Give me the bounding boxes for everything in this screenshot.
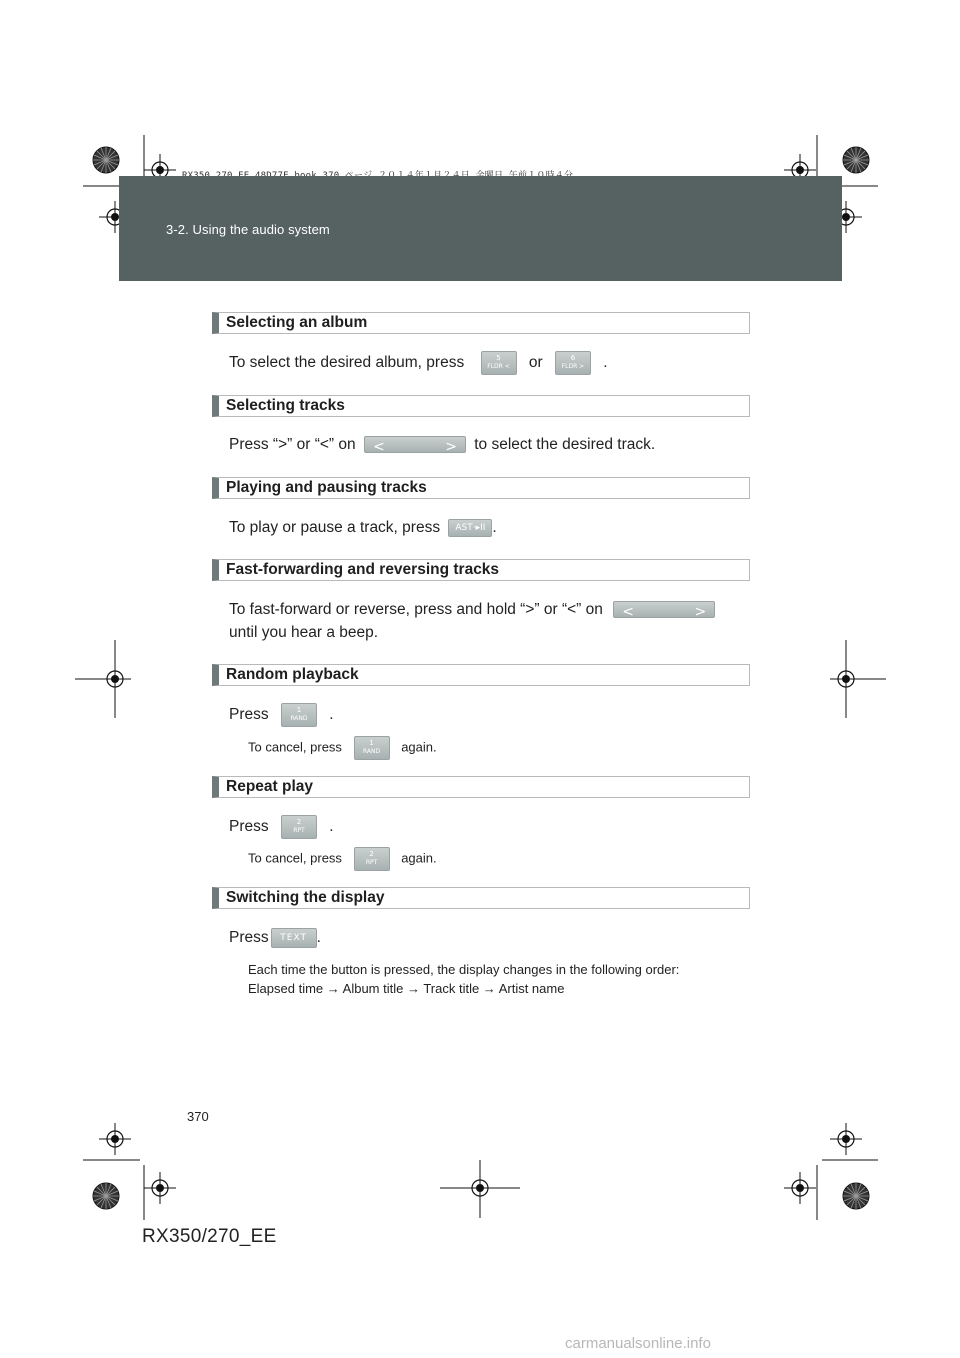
button-number: 1 [296, 706, 302, 714]
button-label: FLDR < [487, 363, 510, 370]
body-selecting-album [229, 351, 608, 375]
body-selecting-tracks [229, 433, 655, 457]
text: To play or pause a track, press [229, 519, 441, 536]
watermark: carmanualsonline.info [565, 1335, 711, 1352]
button-label: RPT [365, 859, 378, 866]
heading-repeat: Repeat play [212, 776, 750, 798]
button-number: 2 [369, 850, 374, 858]
section-title: 3-2. Using the audio system [166, 222, 330, 237]
button-label: RAND [290, 715, 308, 722]
text-or: or [528, 354, 543, 372]
text: Press [229, 929, 269, 946]
text-period: . [316, 929, 321, 946]
text: To cancel, press [248, 739, 342, 755]
button-label: RPT [293, 827, 305, 834]
text-period: . [329, 818, 334, 836]
text-period: . [603, 354, 608, 372]
note-display-order-line2: Elapsed time → Album title → Track title → Artist name [248, 981, 565, 996]
rand-button [281, 703, 317, 727]
body-fast-forward [229, 598, 715, 622]
body-play-pause [229, 516, 497, 540]
note-random [248, 736, 437, 760]
text-button: TEXT [271, 928, 317, 948]
button-number: 5 [496, 354, 501, 362]
button-label: RAND [362, 748, 381, 755]
left-arrow-icon: < [622, 604, 634, 621]
section-header-band [119, 176, 842, 281]
heading-random: Random playback [212, 664, 750, 686]
ast-play-pause-button: AST·▸II [448, 519, 492, 537]
heading-play-pause: Playing and pausing tracks [212, 477, 750, 499]
note-repeat [248, 847, 437, 871]
right-arrow-icon: > [694, 604, 707, 621]
text: Press [229, 818, 269, 836]
rpt-button [281, 815, 317, 839]
text: Press “>” or “<” on [229, 436, 356, 453]
heading-selecting-tracks: Selecting tracks [212, 395, 750, 417]
folder-down-button [481, 351, 517, 375]
text: again. [401, 739, 437, 755]
folder-up-button [555, 351, 591, 375]
body-repeat [229, 815, 334, 839]
text: To fast-forward or reverse, press and hold “>” or “<” on [229, 601, 603, 618]
text-period: . [492, 519, 497, 536]
rand-button [354, 736, 390, 760]
text: to select the desired track. [474, 436, 656, 453]
heading-fast-forward: Fast-forwarding and reversing tracks [212, 559, 750, 581]
body-random [229, 703, 334, 727]
text: Press [229, 706, 269, 724]
page-number: 370 [187, 1109, 209, 1124]
text: To select the desired album, press [229, 354, 465, 372]
rpt-button [354, 847, 390, 871]
body-switch-display [229, 926, 321, 950]
button-number: 2 [296, 818, 302, 826]
body-fast-forward-line2: until you hear a beep. [229, 624, 379, 641]
button-number: 6 [570, 354, 576, 362]
button-number: 1 [369, 739, 374, 747]
button-label: FLDR > [561, 363, 585, 370]
text-period: . [329, 706, 334, 724]
model-code: RX350/270_EE [142, 1226, 277, 1247]
note-display-order-line1: Each time the button is pressed, the display changes in the following order: [248, 962, 680, 977]
text: To cancel, press [248, 850, 342, 866]
seek-button [613, 601, 715, 621]
heading-switch-display: Switching the display [212, 887, 750, 909]
left-arrow-icon: < [372, 439, 385, 456]
seek-button [364, 436, 466, 456]
heading-selecting-album: Selecting an album [212, 312, 750, 334]
text: again. [401, 850, 437, 866]
right-arrow-icon: > [445, 439, 457, 456]
